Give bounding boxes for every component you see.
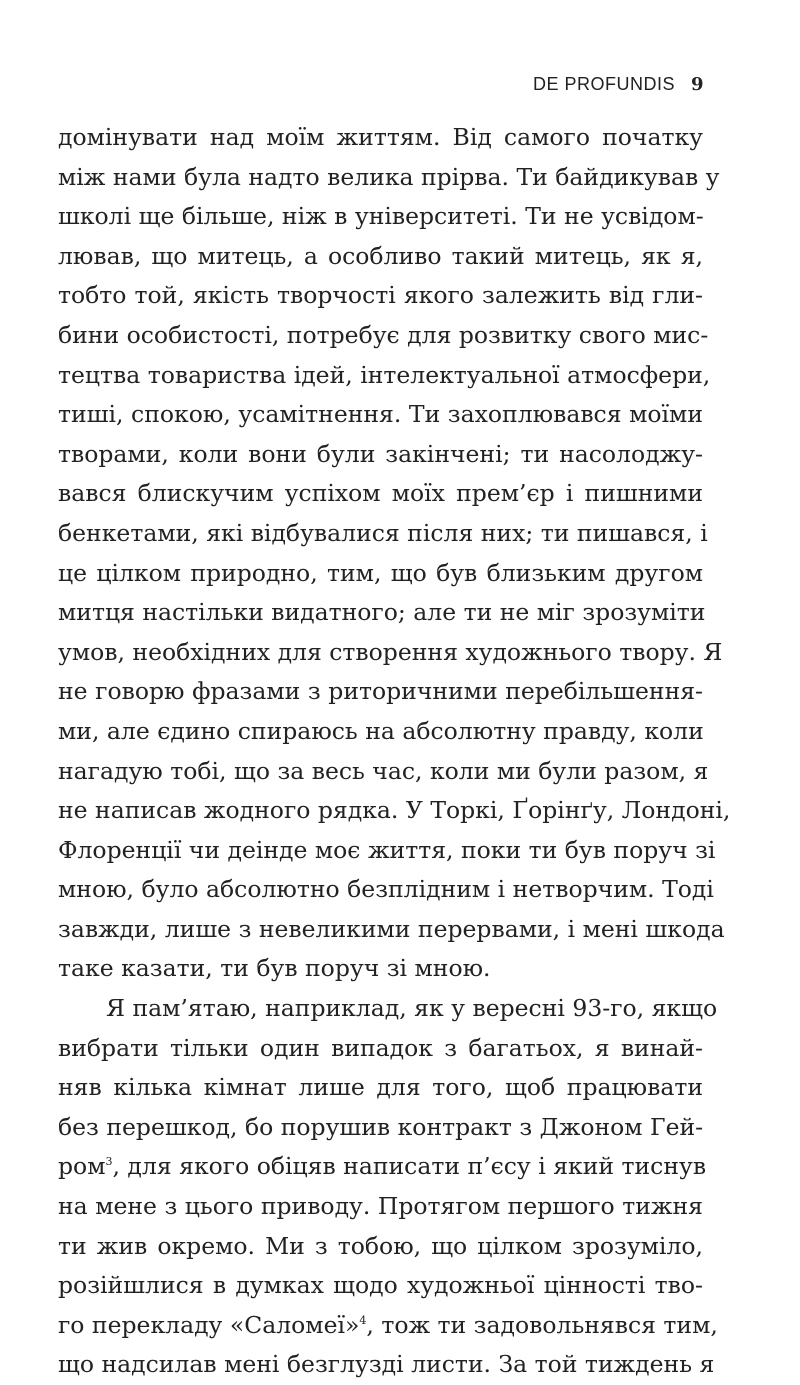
text-line: вався блискучим успіхом моїх прем’єр і пишними [58, 479, 703, 508]
text-fragment: го перекладу «Саломеї» [58, 1310, 360, 1339]
text-line: Флоренції чи деінде моє життя, поки ти був поруч зі [58, 835, 716, 864]
text-line: домінувати над моїм життям. Від самого початку [58, 123, 703, 151]
paragraph-1 [58, 118, 731, 989]
text-line: між нами була надто велика прірва. Ти байдикував у [58, 162, 720, 191]
text-line: бини особистості, потребує для розвитку свого мис- [58, 320, 709, 349]
text-line: творами, коли вони були закінчені; ти насолоджу- [58, 439, 703, 468]
running-header [533, 74, 704, 95]
page-number: 9 [690, 74, 704, 95]
footnote-marker-4[interactable]: 4 [359, 1313, 367, 1327]
text-line: таке казати, ти був поруч зі мною. [58, 954, 491, 983]
text-line: тецтва товариства ідей, інтелектуальної атмосфери, [58, 360, 711, 389]
text-line: тиші, спокою, усамітнення. Ти захоплювався моїми [58, 400, 703, 429]
header-title: DE PROFUNDIS [532, 74, 675, 94]
text-fragment: , тож ти задовольнявся тим, [366, 1310, 718, 1339]
text-line: без перешкод, бо порушив контракт з Джоном Гей- [58, 1112, 704, 1141]
text-fragment: , для якого обіцяв написати п’єсу і який тиснув [112, 1152, 707, 1181]
text-line: школі ще більше, ніж в університеті. Ти не усвідом- [58, 202, 704, 231]
text-line: на мене з цього приводу. Протягом першого тижня [58, 1192, 703, 1221]
text-line [58, 1306, 718, 1346]
text-line: бенкетами, які відбувалися після них; ти пишався, і [58, 518, 708, 547]
body-text [58, 118, 731, 1385]
text-line: розійшлися в думках щодо художньої цінності тво- [58, 1271, 703, 1300]
paragraph-2 [58, 989, 718, 1385]
text-line: нагадую тобі, що за весь час, коли ми були разом, я [58, 756, 709, 785]
text-line: няв кілька кімнат лише для того, щоб працювати [58, 1073, 703, 1102]
footnote-marker-3[interactable]: 3 [105, 1155, 113, 1169]
text-line: Я пам’ятаю, наприклад, як у вересні 93-го, якщо [106, 994, 718, 1023]
text-line: лював, що митець, а особливо такий митець, як я, [58, 241, 703, 270]
text-line: ми, але єдино спираюсь на абсолютну правду, коли [58, 716, 704, 745]
text-line [58, 1147, 707, 1187]
text-line: митця настільки видатного; але ти не міг зрозуміти [58, 598, 706, 627]
text-line: це цілком природно, тим, що був близьким другом [58, 558, 703, 587]
text-line: мною, було абсолютно безплідним і нетворчим. Тоді [58, 875, 714, 904]
text-line: не говорю фразами з риторичними перебільшення- [58, 677, 703, 706]
text-line: завжди, лише з невеликими перервами, і мені шкода [58, 914, 725, 943]
text-line: умов, необхідних для створення художнього твору. Я [58, 637, 723, 666]
text-fragment: ром [58, 1152, 106, 1181]
text-line: що надсилав мені безглузді листи. За той тиждень я [58, 1350, 715, 1379]
text-line: тобто той, якість творчості якого залежить від гли- [58, 281, 703, 310]
text-line: не написав жодного рядка. У Торкі, Ґорінґу, Лондоні, [58, 796, 731, 825]
text-line: вибрати тільки один випадок з багатьох, я винай- [58, 1033, 703, 1062]
text-line: ти жив окремо. Ми з тобою, що цілком зрозуміло, [58, 1231, 703, 1260]
